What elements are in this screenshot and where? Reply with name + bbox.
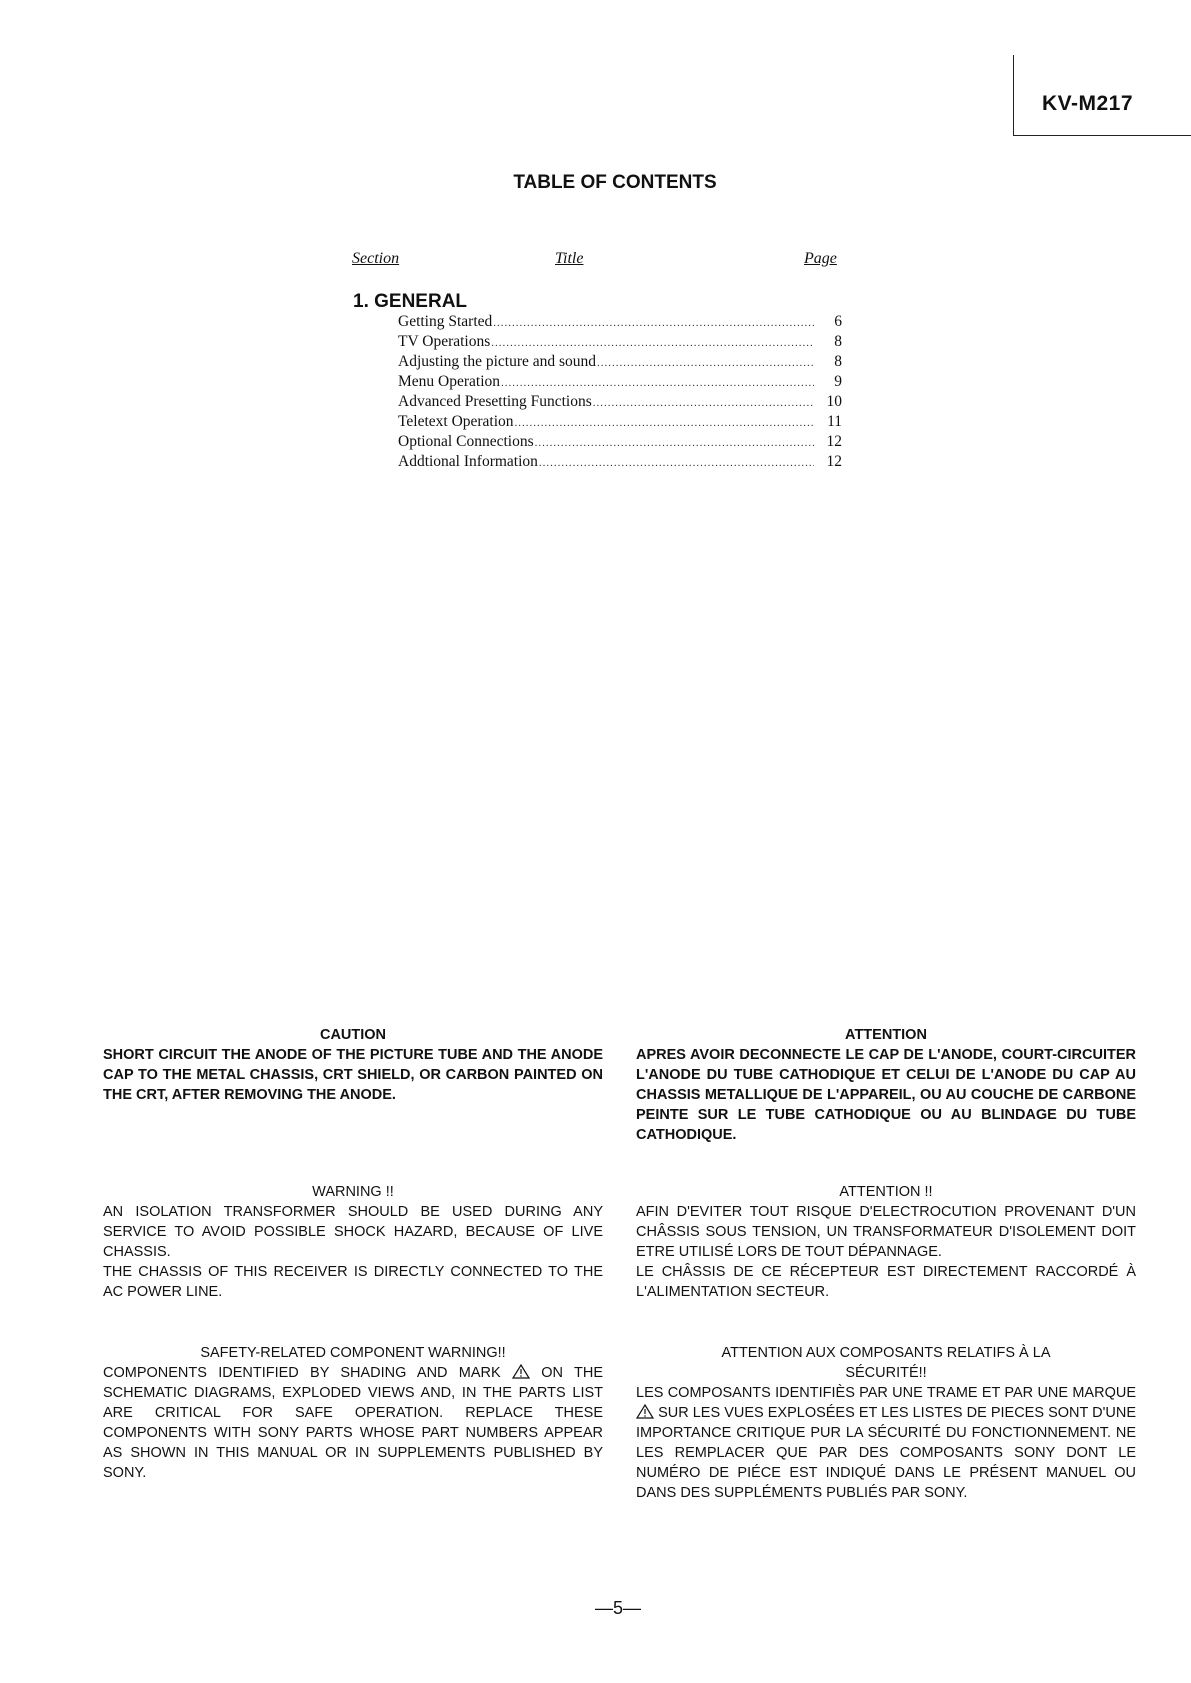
- safety-title: SAFETY-RELATED COMPONENT WARNING!!: [200, 1345, 506, 1361]
- safety-fr-body-end: SUR LES VUES EXPLOSÉES ET LES LISTES DE PIECES SONT D'UNE IMPORTANCE CRITIQUE PUR LA SÉCURITÉ DU FONCTIONNEMENT. NE LES REMPLACER QUE PAR DES COMPOSANTS SONY DONT LE NUMÉRO DE PIÉCE EST INDIQUÉ DANS LE PRÉSENT MANUEL OU DANS DES SUPPLÉMENTS PUBLIÉS PAR SONY.: [636, 1405, 1137, 1501]
- attention-body: APRES AVOIR DECONNECTE LE CAP DE L'ANODE, COURT-CIRCUITER L'ANODE DU TUBE CATHODIQUE ET CELUI DE L'ANODE DU CAP AU CHASSIS METALLIQUE DE L'APPAREIL, OU AU COUCHE DE CARBONE PEINTE SUR LE TUBE CATHODIQUE OU AU BLINDAGE DU TUBE CATHODIQUE.: [636, 1047, 1136, 1143]
- toc-entry-title: Menu Operation: [398, 373, 501, 390]
- toc-list: [398, 313, 842, 473]
- safety-body-start: COMPONENTS IDENTIFIED BY SHADING AND MARK: [103, 1365, 501, 1381]
- caution-body: SHORT CIRCUIT THE ANODE OF THE PICTURE TUBE AND THE ANODE CAP TO THE METAL CHASSIS, CRT SHIELD, OR CARBON PAINTED ON THE CRT, AFTER REMOVING THE ANODE.: [103, 1047, 603, 1103]
- attention-title: ATTENTION: [845, 1027, 927, 1043]
- toc-entry: [398, 333, 842, 353]
- safety-fr-body: [636, 1383, 1136, 1503]
- warning-body-1: AN ISOLATION TRANSFORMER SHOULD BE USED DURING ANY SERVICE TO AVOID POSSIBLE SHOCK HAZARD, BECAUSE OF LIVE CHASSIS.: [103, 1204, 603, 1260]
- toc-entry: [398, 313, 842, 333]
- toc-entry-page: 9: [834, 373, 842, 390]
- toc-entry-title: Optional Connections: [398, 433, 534, 450]
- toc-entry-title: TV Operations: [398, 333, 491, 350]
- warning-notice-en: [103, 1182, 603, 1302]
- toc-leader-dots: [515, 417, 814, 429]
- toc-leader-dots: [491, 337, 814, 349]
- toc-section-general: 1. GENERAL: [353, 291, 468, 312]
- toc-leader-dots: [593, 397, 814, 409]
- attention-warning-title: ATTENTION !!: [839, 1184, 933, 1200]
- toc-entry-page: 11: [827, 413, 842, 430]
- toc-column-title: Title: [555, 250, 584, 267]
- safety-notice-en: [103, 1343, 603, 1483]
- warning-notice-fr: [636, 1182, 1136, 1302]
- toc-column-page: Page: [804, 250, 837, 267]
- toc-leader-dots: [501, 377, 814, 389]
- toc-entry-page: 12: [826, 453, 842, 470]
- toc-entry: [398, 413, 842, 433]
- toc-entry: [398, 373, 842, 393]
- toc-entry: [398, 453, 842, 473]
- toc-leader-dots: [597, 357, 814, 369]
- toc-entry-page: 10: [826, 393, 842, 410]
- model-number: KV-M217: [1042, 92, 1134, 115]
- toc-entry-title: Getting Started: [398, 313, 493, 330]
- caution-notice-fr: [636, 1025, 1136, 1145]
- safety-fr-title: ATTENTION AUX COMPOSANTS RELATIFS À LA SÉCURITÉ!!: [721, 1345, 1051, 1381]
- safety-body: [103, 1363, 603, 1483]
- attention-warning-body-1: AFIN D'EVITER TOUT RISQUE D'ELECTROCUTION PROVENANT D'UN CHÂSSIS SOUS TENSION, UN TRANSFORMATEUR D'ISOLEMENT DOIT ETRE UTILISÉ LORS DE TOUT DÉPANNAGE.: [636, 1204, 1136, 1260]
- warning-triangle-icon: [636, 1404, 654, 1419]
- page-number: —5—: [594, 1598, 641, 1618]
- toc-leader-dots: [493, 317, 814, 329]
- toc-entry-page: 8: [834, 333, 842, 350]
- caution-notice-en: [103, 1025, 603, 1105]
- safety-notice-fr: [636, 1343, 1136, 1503]
- safety-fr-body-start: LES COMPOSANTS IDENTIFIÈS PAR UNE TRAME ET PAR UNE MARQUE: [636, 1385, 1136, 1401]
- toc-entry-page: 8: [834, 353, 842, 370]
- toc-entry-title: Addtional Information: [398, 453, 538, 470]
- warning-triangle-icon: [512, 1364, 530, 1379]
- toc-column-section: Section: [352, 250, 400, 267]
- caution-title: CAUTION: [319, 1027, 387, 1043]
- toc-entry: [398, 393, 842, 413]
- toc-entry-title: Adjusting the picture and sound: [398, 353, 597, 370]
- toc-entry-title: Teletext Operation: [398, 413, 514, 430]
- warning-body-2: THE CHASSIS OF THIS RECEIVER IS DIRECTLY CONNECTED TO THE AC POWER LINE.: [103, 1264, 603, 1300]
- toc-leader-dots: [535, 437, 814, 449]
- toc-entry-title: Advanced Presetting Functions: [398, 393, 592, 410]
- attention-warning-body-2: LE CHÂSSIS DE CE RÉCEPTEUR EST DIRECTEMENT RACCORDÉ À L'ALIMENTATION SECTEUR.: [636, 1264, 1136, 1300]
- toc-leader-dots: [539, 457, 814, 469]
- warning-title: WARNING !!: [312, 1184, 394, 1200]
- toc-entry-page: 12: [826, 433, 842, 450]
- toc-entry: [398, 353, 842, 373]
- safety-body-end: ON THE SCHEMATIC DIAGRAMS, EXPLODED VIEWS AND, IN THE PARTS LIST ARE CRITICAL FOR SAFE OPERATION. REPLACE THESE COMPONENTS WITH SONY PARTS WHOSE PART NUMBERS APPEAR AS SHOWN IN THIS MANUAL OR IN SUPPLEMENTS PUBLISHED BY SONY.: [103, 1365, 604, 1481]
- toc-entry: [398, 433, 842, 453]
- toc-heading: TABLE OF CONTENTS: [513, 172, 717, 193]
- toc-entry-page: 6: [834, 313, 842, 330]
